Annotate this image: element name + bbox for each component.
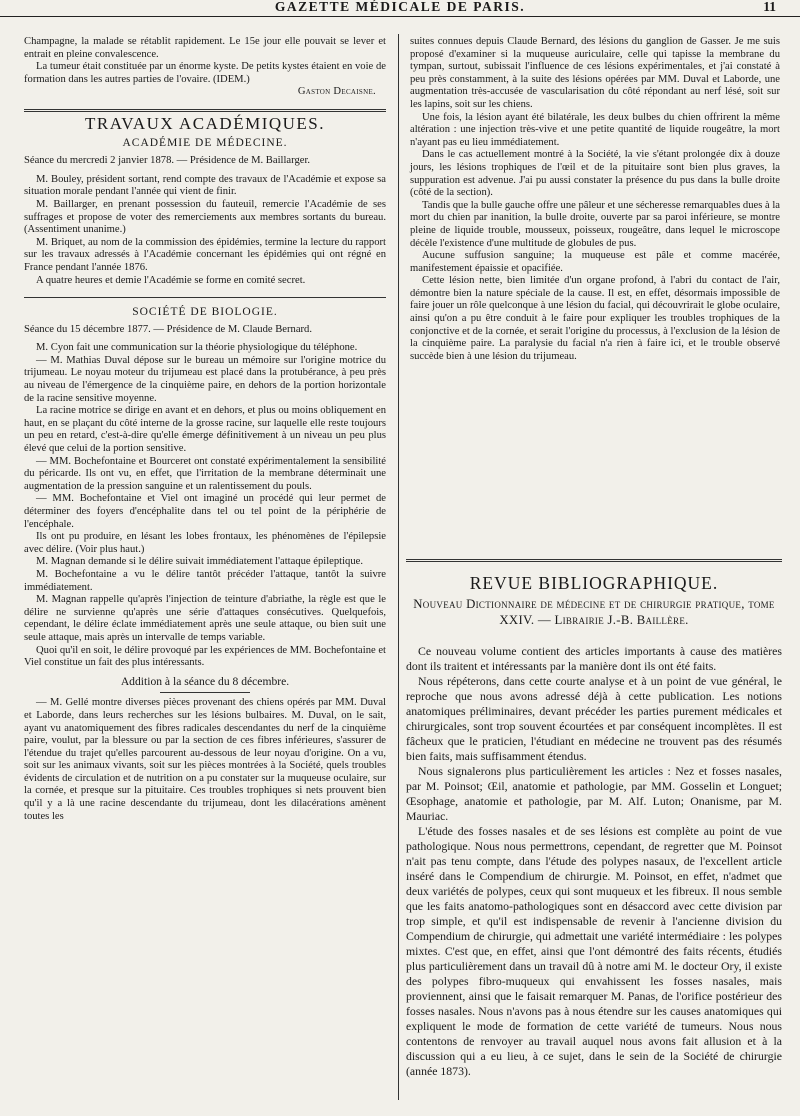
paragraph: — M. Mathias Duval dépose sur le bureau un mémoire sur l'origine motrice du trijumeau. Le noyau moteur du trijumeau est placé dans la protubérance, à peu près au niveau de l'émergence de la cinquième paire, en dehors de la portion horizontale de la racine sensitive moyenne. — [24, 354, 386, 404]
paragraph: Tandis que la bulle gauche offre une pâleur et une sécheresse remarquables dues à la mort du chien par inanition, la bulle droite, ouverte par sa paroi inférieure, se montre pleine de liquide trouble, mousseux, poisseux, rougeâtre, dans lequel le microscope décèle l'existence d'une multitude de globules de pus. — [410, 199, 780, 249]
paragraph: M. Bochefontaine a vu le délire tantôt précéder l'attaque, tantôt la suivre immédiatement. — [24, 568, 386, 593]
right-column-revue — [406, 559, 782, 1079]
paragraph: M. Cyon fait une communication sur la théorie physiologique du téléphone. — [36, 342, 358, 354]
paragraph: Aucune suffusion sanguine; la muqueuse est pâle et comme macérée, manifestement épaissie et opacifiée. — [410, 250, 780, 274]
author-signature: Gaston Decaisne. — [297, 86, 376, 98]
paragraph: Ce nouveau volume contient des articles importants à cause des matières dont ils traitent et intéressants par la manière dont ils ont été faits. — [406, 644, 782, 673]
revue-subtitle: Nouveau Dictionnaire de médecine et de chirurgie pratique, tome XXIV. — Librairie J.-B. Baillère. — [413, 597, 775, 627]
academie-title: ACADÉMIE DE MÉDECINE. — [122, 136, 288, 149]
running-header — [0, 0, 800, 17]
seance-line: Séance du mercredi 2 janvier 1878. — Présidence de M. Baillarger. — [24, 155, 311, 167]
paragraph: M. Bouley, président sortant, rend compte des travaux de l'Académie et expose sa situation morale pendant l'année qui vient de finir. — [24, 173, 386, 198]
paragraph: — MM. Bochefontaine et Bourceret ont constaté expérimentalement la sensibilité du péricarde. Ils ont vu, en effet, que l'irritation de la membrane déterminait une augmentation de la pression sanguine et un ralentissement du pouls. — [24, 455, 386, 492]
paragraph: suites connues depuis Claude Bernard, des lésions du ganglion de Gasser. Je me suis proposé d'examiner si la muqueuse auriculaire, celle qui tapisse la membrane du tympan, surtout, subissait l'influence de ces lésions expérimentales, et j'ai constaté à peu près constamment, à la suite des lésions opérées par MM. Duval et Laborde, une augmentation très-accusée de vascularisation du côté répondant au nerf lésé, soit sur les lapins, soit sur les chiens. — [410, 36, 780, 110]
left-column — [24, 36, 386, 823]
paragraph: — M. Gellé montre diverses pièces provenant des chiens opérés par MM. Duval et Laborde, dans leurs recherches sur les lésions bulbaires. M. Duval, on le sait, ayant vu anatomiquement des fibres radicales descendantes du nerf de la cinquième paire, voulut, par la blessure ou par la section de ces fibres inférieures, s'assurer de l'étendue du trajet qu'elles parcourent au-dessous de leur noyau d'origine. On a vu, soit sur les animaux vivants, soit sur les pièces montrées à la Société, quels troubles évidents de circulation et de nutrition on a pu constater sur la muqueuse oculaire, sur la cornée, et presque sur la pituitaire. Ces troubles trophiques si nets prouvent bien qu'il y a là une racine descendante du trijumeau, dont les dilacérations amènent toutes les — [24, 697, 386, 822]
paragraph: Quoi qu'il en soit, le délire provoqué par les expériences de MM. Bochefontaine et Viel constitue un fait des plus intéressants. — [24, 644, 386, 669]
seance-line: Séance du 15 décembre 1877. — Présidence de M. Claude Bernard. — [24, 323, 312, 335]
intro-paragraph: Champagne, la malade se rétablit rapidement. Le 15e jour elle pouvait se lever et entrait en pleine convalescence. — [24, 36, 386, 60]
revue-title: REVUE BIBLIOGRAPHIQUE. — [469, 573, 719, 593]
paragraph: M. Magnan demande si le délire suivait immédiatement l'attaque épileptique. — [36, 556, 363, 568]
paragraph: — MM. Bochefontaine et Viel ont imaginé un procédé qui leur permet de déterminer des foyers d'encéphalite dans tel ou tel point de la périphérie de l'encéphale. — [24, 493, 386, 530]
column-divider — [398, 34, 399, 1100]
right-column-top — [410, 36, 780, 363]
paragraph: Dans le cas actuellement montré à la Société, la vie s'étant prolongée dix à douze jours, les lésions trophiques de l'œil et de la pituitaire sont bien plus graves, la suppuration est advenue. J'ai pu aussi constater la présence du pus dans la bulle droite (côté de la section). — [410, 149, 780, 199]
paragraph: M. Magnan rappelle qu'après l'injection de teinture d'abriathe, la règle est que le délire ne survienne qu'après une série d'attaques consécutives. Quelquefois, cependant, le délire éclate immédiatement après une seule attaque, ou bien suit une seule attaque, mais après un intervalle de temps variable. — [24, 594, 386, 643]
section-title-travaux: TRAVAUX ACADÉMIQUES. — [84, 113, 325, 133]
biologie-title: SOCIÉTÉ DE BIOLOGIE. — [132, 306, 278, 319]
paragraph: Ils ont pu produire, en lésant les lobes frontaux, les phénomènes de l'épilepsie avec délire. (Voir plus haut.) — [24, 531, 386, 555]
paragraph: A quatre heures et demie l'Académie se forme en comité secret. — [36, 274, 306, 286]
paragraph: M. Briquet, au nom de la commission des épidémies, termine la lecture du rapport sur les travaux adressés à l'Académie concernant les épidémies qui ont régné en France pendant l'année 1876. — [24, 236, 386, 273]
addition-title: Addition à la séance du 8 décembre. — [120, 674, 290, 688]
paragraph: L'étude des fosses nasales et de ses lésions est complète au point de vue pathologique. Nous nous permettrons, cependant, de regretter que M. Poinsot n'ait pas tenu compte, dans l'étude des polypes nasaux, de l'excellent article inséré dans le Compendium de chirurgie. M. Poinsot, en effet, n'admet que deux variétés de polypes, ceux qui sont muqueux et les fibreux. Il nous semble que les faits anatomo-pathologiques sont en désaccord avec cette division par trop simple, et qu'il est indispensable de revenir à l'ancienne division du Compendium de chirurgie, qui admettait une variété intermédiaire : les polypes mixtes. C'est que, en effet, ainsi que l'ont démontré des faits récents, étudiés plus particulièrement dans un travail dû à notre ami M. le docteur Ory, il existe des polypes fibro-muqueux qui envahissent les fosses nasales, mais proviennent, ainsi que le faisait remarquer M. Panas, de l'orifice postérieur des fosses nasales. Nous n'avons pas à nous étendre sur les causes anatomiques qui expliquent le mode de formation de cette variété de tumeurs. Nous nous contentons de renvoyer au travail auquel nous avons fait allusion et à la discussion qui a eu lieu, à ce sujet, dans le sein de la Société de chirurgie (année 1873). — [406, 824, 782, 1078]
paragraph: Une fois, la lésion ayant été bilatérale, les deux bulbes du chien offrirent la même altération : une injection très-vive et une petite quantité de liquide rougeâtre, la mort n'ayant pas eu lieu immédiatement. — [410, 111, 780, 148]
paragraph: Cette lésion nette, bien limitée d'un organe profond, à l'abri du contact de l'air, démontre bien la nature spéciale de la cause. Il est, en effet, désormais impossible de faire jouer un rôle quelconque à une lésion du facial, qui découvrirait le globe oculaire, ainsi qu'on a pu être conduit à le faire pour expliquer les troubles trophiques de la conjonctive et de la cornée, et serait l'origine du processus, à l'exclusion de la lésion de la cinquième paire. La paralysie du facial n'a rien à faire ici, et le trouble observé succède bien à une lésion du trijumeau. — [410, 275, 780, 362]
paragraph: Nous répéterons, dans cette courte analyse et à un point de vue général, le reproche que nous avons adressé déjà à cette publication. Les notions anatomiques préliminaires, devant précéder les parties purement médicales et chirurgicales, sont trop souvent écourtées et par conséquent incomplètes. Il est fâcheux que le praticien, l'étudiant en médecine ne trouvent pas des résumés bien faits, mais suffisamment étendus. — [406, 674, 782, 763]
paragraph: Nous signalerons plus particulièrement les articles : Nez et fosses nasales, par M. Poinsot; Œil, anatomie et pathologie, par MM. Gosselin et Longuet; Œsophage, anatomie et pathologie, par M. Alf. Luton; Onanisme, par M. Mauriac. — [406, 764, 782, 823]
paragraph: M. Baillarger, en prenant possession du fauteuil, remercie l'Académie de ses suffrages et propose de voter des remerciements aux membres sortants du bureau. (Assentiment unanime.) — [24, 198, 386, 236]
paragraph: La racine motrice se dirige en avant et en dehors, et plus ou moins obliquement en haut, en se plaçant du côté interne de la grosse racine, sur laquelle elle reste toujours un peu en retard, c'est-à-dire qu'elle émerge définitivement à un niveau un peu plus élevé que celui de la portion sensitive. — [24, 405, 386, 455]
journal-title: GAZETTE MÉDICALE DE PARIS. — [274, 0, 526, 14]
page-number: 11 — [763, 0, 776, 14]
intro-paragraph: La tumeur était constituée par un énorme kyste. De petits kystes étaient en voie de formation dans les autres parties de l'ovaire. (IDEM.) — [24, 61, 386, 85]
